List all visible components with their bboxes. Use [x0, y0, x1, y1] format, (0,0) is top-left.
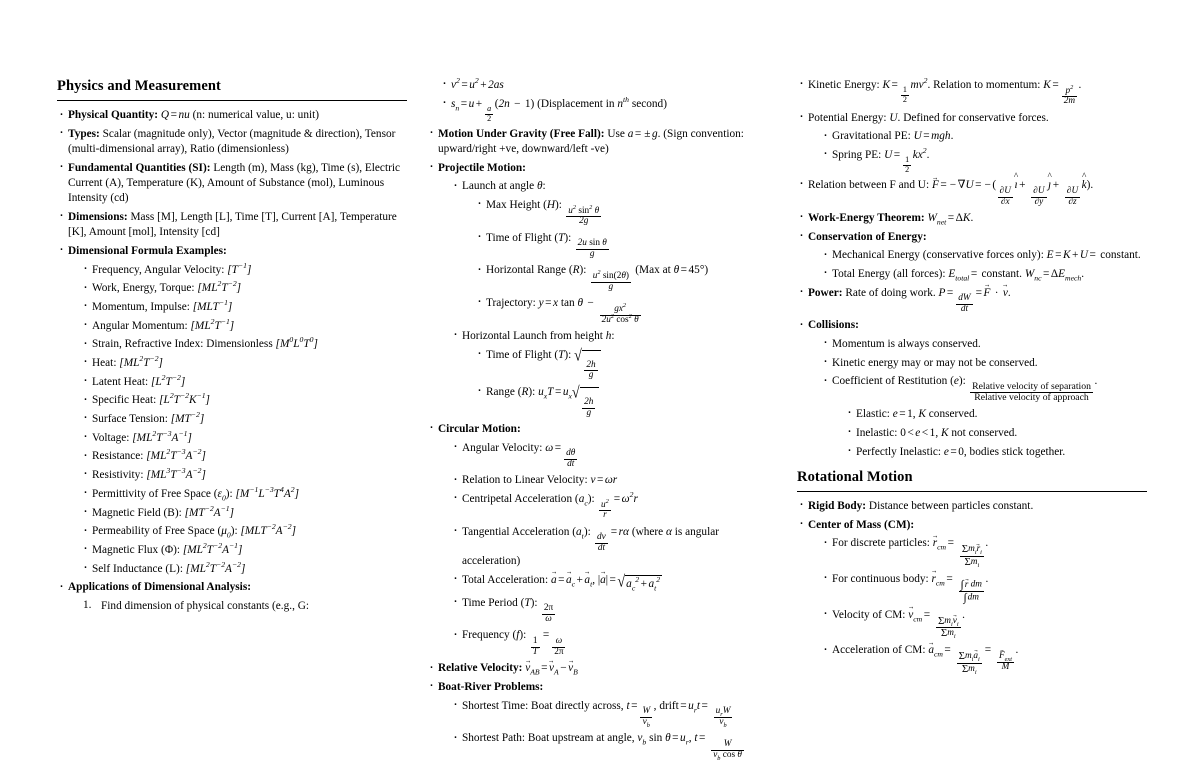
- list-item: · Kinetic energy may or may not be conserved.: [821, 356, 1147, 371]
- launch-angle-sublist: [475, 198, 777, 326]
- list-item: · Resistivity: $[ML^3T^{-3}A^{-2}]$: [81, 468, 407, 483]
- list-item-projectile: · Projectile Motion: · Launch at angle θ: · Max Height (H): $\frac{u^2 \sin^2 \theta}{2g}$ · Time of Flight (T): $\frac{\text{2u sin θ}}{g}$ · Horizontal Range (R): $\frac{u^2 \sin(2\theta)}{g}$ (Max at θ = 45°) · Trajectory: y = x tan θ − $\frac{gx^2}{2u^2 \cos^2 \theta}$ · Horizontal Launch from height h: · Time of Flight (T): √ $\frac{2h}{g}$ · Range (R): $u_xT = u_x$ √ $\frac{2h}{g}$: [427, 161, 777, 419]
- list-item: · Magnetic Field (B): $[MT^{-2}A^{-1}]$: [81, 506, 407, 521]
- list-item: · Self Inductance (L): $[ML^2T^{-2}A^{-2}]$: [81, 562, 407, 577]
- list-item: · Frequency (f): $\frac{1}{T}$ = $\frac{\omega}{2\pi}$: [451, 628, 777, 657]
- list-item-kinetic-energy: · Kinetic Energy: K = $\frac{1}{2}$ $mv^2$. Relation to momentum: K = $\frac{p^2}{2m}$ .: [797, 78, 1147, 107]
- fundamental-text: Length (m), Mass (kg), Time (s), Electric Current (A), Temperature (K), Amount of Substance (mol), Luminous Intensity (cd): [68, 161, 400, 205]
- list-item: · Centripetal Acceleration $(a_c)$: $\frac{u^2}{r}$ = $\omega^2r$: [451, 492, 777, 521]
- work-energy-list: [797, 78, 1147, 460]
- list-item-fundamental-quantities: [57, 161, 407, 207]
- rotational-motion-title: Rotational Motion: [797, 468, 913, 485]
- list-item: · Total Acceleration: a → = $a \to_c + a \to_t$, |a →| = √ $a_c^2 + a_t^2$: [451, 573, 777, 593]
- list-item: · Latent Heat: $[L^2T^{-2}]$: [81, 375, 407, 390]
- list-item: · Specific Heat: $[L^2T^{-2}K^{-1}]$: [81, 393, 407, 408]
- list-item: · Perfectly Inelastic: e = 0, bodies stick together.: [845, 445, 1147, 460]
- list-item-motion-gravity: · Motion Under Gravity (Free Fall): Use a = ± g. (Sign convention: upward/right +ve, downward/left -ve): [427, 127, 777, 157]
- list-item-relation-f-u: · Relation between F and U: F → = − ∇U = − ( $\frac{\partial U}{\partial x}$ ı ^ + $\frac{\partial U}{\partial y}$ ȷ ^ + $\frac{\partial U}{\partial z}$ k ^).: [797, 178, 1147, 207]
- fundamental-label: Fundamental Quantities (SI):: [68, 161, 211, 174]
- list-item: · Acceleration of CM: $a \to_{cm}$ = $\frac{\Sigma m_ia \to_i}{\Sigma m_i}$ = $\frac{F \to_{ext}}{M}$ .: [821, 643, 1147, 675]
- list-item: · Momentum is always conserved.: [821, 337, 1147, 352]
- column-1: [57, 78, 407, 764]
- list-item: · Shortest Path: Boat upstream at angle, $v_b$ $\sin \theta = u_r$, t = $\frac{W}{v_b \cos \theta}$: [451, 731, 777, 760]
- list-item-horizontal-launch: · Horizontal Launch from height h: · Time of Flight (T): √ $\frac{2h}{g}$ · Range (R): $u_xT = u_x$ √ $\frac{2h}{g}$: [451, 329, 777, 418]
- conservation-sublist: [821, 248, 1147, 282]
- list-item-launch-angle: · Launch at angle θ: · Max Height (H): $\frac{u^2 \sin^2 \theta}{2g}$ · Time of Flight (T): $\frac{\text{2u sin θ}}{g}$ · Horizontal Range (R): $\frac{u^2 \sin(2\theta)}{g}$ (Max at θ = 45°) · Trajectory: y = x tan θ − $\frac{gx^2}{2u^2 \cos^2 \theta}$: [451, 179, 777, 325]
- potential-energy-sublist: [821, 129, 1147, 174]
- list-item: · Gravitational PE: U = mgh.: [821, 129, 1147, 144]
- dimensional-examples-list: [81, 260, 407, 577]
- list-item-potential-energy: · Potential Energy: U. Defined for conservative forces. · Gravitational PE: U = mgh. · Spring PE: U = $\frac{1}{2}$ $kx^2$.: [797, 111, 1147, 175]
- list-item: · Time of Flight (T): $\frac{\text{2u sin θ}}{g}$: [475, 231, 777, 260]
- list-item: · Tangential Acceleration $(a_t)$: $\frac{dv}{dt}$ = rα (where α is angular acceleration): [451, 525, 777, 569]
- list-item: · Strain, Refractive Index: Dimensionless $[M^0L^0T^0]$: [81, 337, 407, 352]
- list-item-work-energy-theorem: · Work-Energy Theorem: $W_{net} = \Delta K$.: [797, 211, 1147, 226]
- list-item: · Work, Energy, Torque: $[ML^2T^{-2}]$: [81, 281, 407, 296]
- list-item: · Elastic: e = 1, K conserved.: [845, 407, 1147, 422]
- list-item: · For continuous body: $r \to_{cm}$ = $\frac{\int r \to dm}{\int dm}$ .: [821, 572, 1147, 605]
- dimensional-formula-label: Dimensional Formula Examples:: [68, 244, 227, 257]
- list-item: · Voltage: $[ML^2T^{-3}A^{-1}]$: [81, 431, 407, 446]
- list-item: · Max Height (H): $\frac{u^2 \sin^2 \theta}{2g}$: [475, 198, 777, 227]
- list-item: · Magnetic Flux (Φ): $[ML^2T^{-2}A^{-1}]$: [81, 543, 407, 558]
- list-item: · Spring PE: U = $\frac{1}{2}$ $kx^2$.: [821, 148, 1147, 174]
- list-item-power: · Power: Rate of doing work. P = $\frac{dW}{dt}$ = F → · v →.: [797, 286, 1147, 315]
- list-item: · For discrete particles: $r \to_{cm}$ = $\frac{\Sigma m_ir \to_i}{\Sigma m_i}$ .: [821, 536, 1147, 568]
- list-item: · Range (R): $u_xT = u_x$ √ $\frac{2h}{g}$: [475, 385, 777, 419]
- page-title: Physics and Measurement: [57, 78, 221, 94]
- list-item: · Angular Velocity: ω = $\frac{d\theta}{dt}$: [451, 441, 777, 470]
- column-3: [797, 78, 1147, 764]
- list-item-sn: · $s_n = u$ + $\frac{a}{2}$ (2n − 1) (Displacement in $n^{th}$ second): [440, 97, 777, 123]
- circular-motion-sublist: [451, 441, 777, 658]
- horizontal-launch-sublist: [475, 348, 777, 419]
- list-item-dimensional-formula: [57, 244, 407, 577]
- list-item-applications: [57, 580, 407, 614]
- restitution-sublist: [845, 407, 1147, 460]
- list-item-boat-river: · Boat-River Problems: · Shortest Time: Boat directly across, t = $\frac{W}{v_b}$ , drift = $u_rt$ = $\frac{u_rW}{v_b}$ · Shortest Path: Boat upstream at angle, $v_b$ $\sin \theta = u_r$, t = $\frac{W}{v_b \cos \theta}$: [427, 680, 777, 761]
- physical-quantity-note: (n: numerical value, u: unit): [192, 109, 320, 122]
- list-item: · Horizontal Range (R): $\frac{u^2 \sin(2\theta)}{g}$ (Max at θ = 45°): [475, 263, 777, 292]
- list-item: · Coefficient of Restitution (e): $\frac{\text{Relative velocity of separation}}{\text{Relative velocity of approach}}$ . · Elastic: e = 1, K conserved. · Inelastic: 0 < e < 1, K not conserved. · Perfectly Inelastic: e = 0, bodies stick together.: [821, 374, 1147, 459]
- list-item-dimensions: [57, 210, 407, 240]
- rotational-motion-rule: [797, 491, 1147, 492]
- list-item: · Time Period (T): $\frac{2\pi}{\omega}$: [451, 596, 777, 625]
- title-rule: [57, 100, 407, 101]
- list-item-conservation: · Conservation of Energy: · Mechanical Energy (conservative forces only): E = K + U = constant. · Total Energy (all forces): $E_{total}$ = constant. $W_{nc} = \Delta E_{mech}$.: [797, 230, 1147, 283]
- list-item: Find dimension of physical constants (e.g., G:: [101, 599, 310, 612]
- dimensions-label: Dimensions:: [68, 211, 128, 224]
- projectile-sublist: [451, 179, 777, 418]
- list-item: · Momentum, Impulse: $[MLT^{-1}]$: [81, 300, 407, 315]
- list-item: · Heat: $[ML^2T^{-2}]$: [81, 356, 407, 371]
- list-item-circular-motion: · Circular Motion: · Angular Velocity: ω = $\frac{d\theta}{dt}$ · Relation to Linear Velocity: v = ωr · Centripetal Acceleration $(a_c)$: $\frac{u^2}{r}$ = $\omega^2r$ · Tangential Acceleration $(a_t)$: $\frac{dv}{dt}$ = rα (where α is angular acceleration) · Total Acceleration: a → = $a \to_c + a \to_t$, |a →| = √ $a_c^2 + a_t^2$ · Time Period (T): $\frac{2\pi}{\omega}$ · Frequency (f): $\frac{1}{T}$ = $\frac{\omega}{2\pi}$: [427, 422, 777, 658]
- list-item-relative-velocity: · Relative Velocity: $v \to_{AB} = v \to_A - v \to_B$: [427, 661, 777, 676]
- list-item-collisions: · Collisions: · Momentum is always conserved. · Kinetic energy may or may not be conserved. · Coefficient of Restitution (e): $\frac{\text{Relative velocity of separation}}{\text{Relative velocity of approach}}$ . · Elastic: e = 1, K conserved. · Inelastic: 0 < e < 1, K not conserved. · Perfectly Inelastic: e = 0, bodies stick together.: [797, 318, 1147, 459]
- collisions-sublist: [821, 337, 1147, 460]
- list-item: · Permittivity of Free Space $(\varepsilon_0)$: $[M^{-1}L^{-3}T^4A^2]$: [81, 487, 407, 502]
- types-label: Types:: [68, 128, 100, 141]
- list-item: · Surface Tension: $[MT^{-2}]$: [81, 412, 407, 427]
- kinematics-list: [427, 78, 777, 761]
- list-item: · Permeability of Free Space $(\mu_0)$: $[MLT^{-2}A^{-2}]$: [81, 524, 407, 539]
- boat-river-sublist: [451, 699, 777, 761]
- rotational-motion-list: [797, 499, 1147, 675]
- physical-quantity-label: Physical Quantity:: [68, 109, 159, 122]
- list-item: · Total Energy (all forces): $E_{total}$ = constant. $W_{nc} = \Delta E_{mech}$.: [821, 267, 1147, 282]
- list-item-rigid-body: · Rigid Body: Distance between particles constant.: [797, 499, 1147, 514]
- list-item: · Trajectory: y = x tan θ − $\frac{gx^2}{2u^2 \cos^2 \theta}$: [475, 296, 777, 325]
- list-item: · Mechanical Energy (conservative forces only): E = K + U = constant.: [821, 248, 1147, 263]
- list-item: · Resistance: $[ML^2T^{-3}A^{-2}]$: [81, 449, 407, 464]
- physics-measurement-list: [57, 108, 407, 614]
- list-item-types: [57, 127, 407, 157]
- applications-ordered-list: [81, 599, 407, 614]
- list-item-physical-quantity: · Physical Quantity: Q = nu (n: numerical value, u: unit): [57, 108, 407, 123]
- list-item: · Relation to Linear Velocity: v = ωr: [451, 473, 777, 488]
- list-item: · Frequency, Angular Velocity: $[T^{-1}]$: [81, 263, 407, 278]
- list-item: · Shortest Time: Boat directly across, t = $\frac{W}{v_b}$ , drift = $u_rt$ = $\frac{u_rW}{v_b}$: [451, 699, 777, 728]
- dimensions-text: Mass [M], Length [L], Time [T], Current [A], Temperature [K], Amount [mol], Intensity [cd]: [68, 211, 397, 239]
- center-of-mass-sublist: [821, 536, 1147, 675]
- column-2: [427, 78, 777, 764]
- applications-label: Applications of Dimensional Analysis:: [68, 581, 251, 594]
- types-text: Scalar (magnitude only), Vector (magnitude & direction), Tensor (multi-dimensional array), Ratio (dimensionless): [68, 128, 396, 156]
- list-item: · Time of Flight (T): √ $\frac{2h}{g}$: [475, 348, 777, 382]
- list-item-center-of-mass: · Center of Mass (CM): · For discrete particles: $r \to_{cm}$ = $\frac{\Sigma m_ir \to_i}{\Sigma m_i}$ . · For continuous body: $r \to_{cm}$ = $\frac{\int r \to dm}{\int dm}$ . · Velocity of CM: $v \to_{cm}$ = $\frac{\Sigma m_iv \to_i}{\Sigma m_i}$ . · Acceleration of CM: $a \to_{cm}$ = $\frac{\Sigma m_ia \to_i}{\Sigma m_i}$ = $\frac{F \to_{ext}}{M}$ .: [797, 518, 1147, 675]
- list-item: · Inelastic: 0 < e < 1, K not conserved.: [845, 426, 1147, 441]
- list-item-v-squared: · $v^2 = u^2 + 2as$: [440, 78, 777, 93]
- list-item: · Angular Momentum: $[ML^2T^{-1}]$: [81, 319, 407, 334]
- list-item: · Velocity of CM: $v \to_{cm}$ = $\frac{\Sigma m_iv \to_i}{\Sigma m_i}$ .: [821, 608, 1147, 640]
